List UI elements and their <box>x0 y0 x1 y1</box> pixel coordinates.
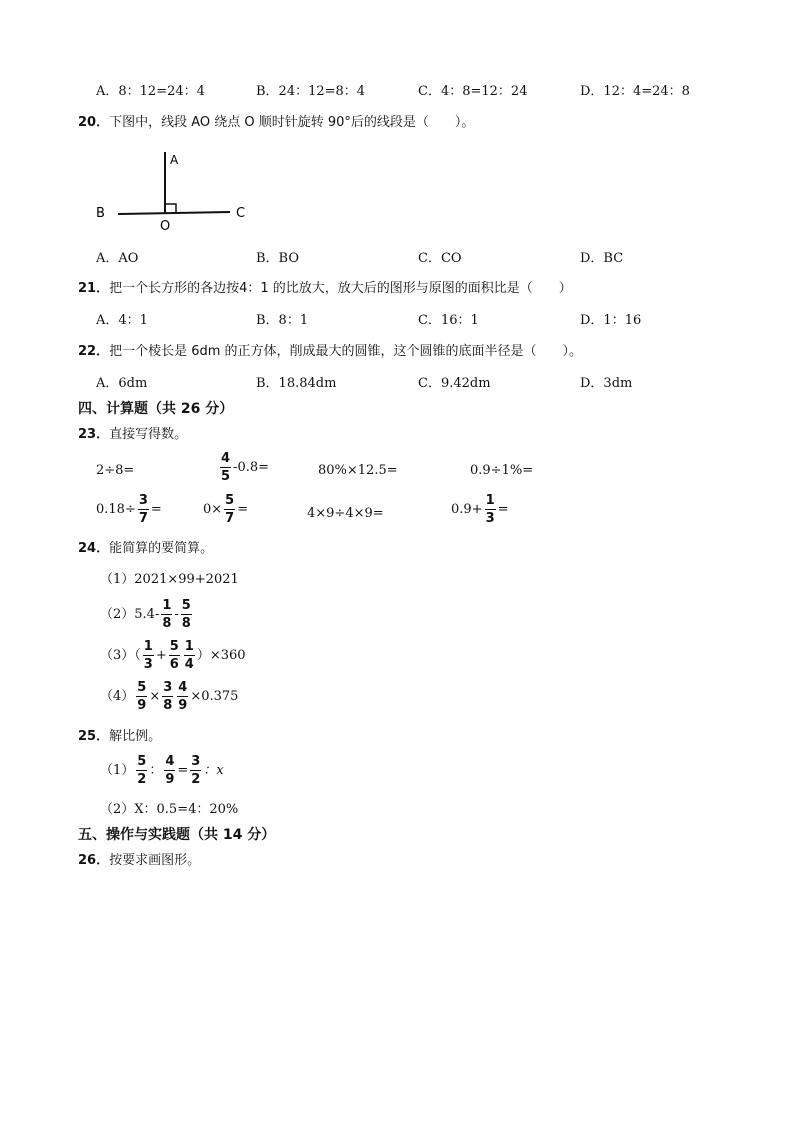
fraction: $\frac{3}{2}$ <box>191 754 201 787</box>
q21-option-a: A．4：1 <box>96 313 148 328</box>
q19-option-d: D．12：4=24：8 <box>580 84 690 99</box>
q22-text: 把一个棱长是 6dm 的正方体，削成最大的圆锥，这个圆锥的底面半径是（ ）。 <box>109 344 583 359</box>
fraction: $\frac{5}{9}$ <box>137 680 147 713</box>
segment-bc <box>118 212 230 214</box>
q24-part-1: （1）2021×99+2021 <box>100 572 239 587</box>
fraction: $\frac{4}{9}$ <box>178 680 188 713</box>
section-5-title: 五、操作与实践题（共 14 分） <box>78 827 276 843</box>
q20-option-d: D．BC <box>580 251 624 266</box>
q23-question <box>78 428 187 441</box>
q23-item-8: 0.9+ $\frac{1}{3}$ = <box>451 493 509 526</box>
q23-item-1: 2÷8= <box>96 463 135 478</box>
section-4-title: 四、计算题（共 26 分） <box>78 401 234 417</box>
q24-part-2: （2）5.4- $\frac{1}{8}$ - $\frac{5}{8}$ <box>100 598 191 631</box>
q24-part-4: （4） $\frac{5}{9}$ × $\frac{3}{8}$ $\frac{4}{9}$ ×0.375 <box>100 680 239 713</box>
q19-option-b: B．24：12=8：4 <box>256 84 366 99</box>
q23-item-3: 80%×12.5= <box>318 463 398 478</box>
fraction: $\frac{1}{8}$ <box>162 598 172 631</box>
fraction: $\frac{5}{7}$ <box>225 493 235 526</box>
label-b: B <box>96 206 105 221</box>
q22-number: 22． <box>78 344 110 359</box>
q23-item-5: 0.18÷ $\frac{3}{7}$ = <box>96 493 162 526</box>
q22-option-a: A．6dm <box>96 376 148 391</box>
q20-option-c: C．CO <box>418 251 462 266</box>
q23-item-7: 4×9÷4×9= <box>307 506 384 521</box>
q23-number: 23． <box>78 427 110 442</box>
fraction: $\frac{1}{4}$ <box>184 639 194 672</box>
q20-option-a: A．AO <box>96 251 139 266</box>
q22-question <box>78 345 582 358</box>
fraction: $\frac{5}{8}$ <box>181 598 191 631</box>
fraction: $\frac{1}{3}$ <box>143 639 153 672</box>
q19-option-c: C．4：8=12：24 <box>418 84 528 99</box>
q21-number: 21． <box>78 281 110 296</box>
q21-text: 把一个长方形的各边按4：1 的比放大，放大后的图形与原图的面积比是（ ） <box>109 281 572 296</box>
q26-number: 26． <box>78 853 110 868</box>
q24-part-3: （3）（ $\frac{1}{3}$ + $\frac{5}{6}$ $\frac{1}{4}$ ）×360 <box>100 639 246 672</box>
q21-option-c: C．16：1 <box>418 313 479 328</box>
label-a: A <box>170 153 179 167</box>
q21-option-b: B．8：1 <box>256 313 309 328</box>
label-o: O <box>160 219 171 234</box>
q25-number: 25． <box>78 729 110 744</box>
q20-text: 下图中，线段 AO 绕点 O 顺时针旋转 90°后的线段是（ ）。 <box>109 115 475 130</box>
q20-option-b: B．BO <box>256 251 300 266</box>
fraction: $\frac{5}{2}$ <box>137 754 147 787</box>
fraction: $\frac{4}{9}$ <box>165 754 175 787</box>
q25-text: 解比例。 <box>109 729 162 744</box>
q23-item-6: 0× $\frac{5}{7}$ = <box>203 493 249 526</box>
fraction: $\frac{3}{7}$ <box>138 493 148 526</box>
q20-number: 20． <box>78 115 110 130</box>
q23-item-4: 0.9÷1%= <box>470 463 534 478</box>
q20-figure <box>90 148 260 236</box>
q20-question <box>78 116 474 129</box>
q25-part-1: （1） $\frac{5}{2}$ ： $\frac{4}{9}$ = $\frac{3}{2}$ ：x <box>100 754 224 787</box>
q26-question <box>78 854 200 867</box>
q26-text: 按要求画图形。 <box>109 853 201 868</box>
q22-option-b: B．18.84dm <box>256 376 337 391</box>
q23-item-2: $\frac{4}{5}$ -0.8= <box>221 451 270 484</box>
q22-option-c: C．9.42dm <box>418 376 491 391</box>
q21-question <box>78 282 572 295</box>
q19-option-a: A．8：12=24：4 <box>96 84 205 99</box>
fraction: $\frac{3}{8}$ <box>163 680 173 713</box>
q24-text: 能简算的要简算。 <box>109 541 214 556</box>
q25-part-2: （2）X：0.5=4：20% <box>100 802 239 817</box>
label-c: C <box>236 206 246 221</box>
q22-option-d: D．3dm <box>580 376 633 391</box>
q21-option-d: D．1：16 <box>580 313 642 328</box>
q23-text: 直接写得数。 <box>109 427 188 442</box>
right-angle-mark <box>165 204 176 213</box>
fraction: $\frac{1}{3}$ <box>485 493 495 526</box>
fraction: $\frac{5}{6}$ <box>169 639 179 672</box>
q25-question <box>78 730 161 743</box>
fraction: $\frac{4}{5}$ <box>221 451 231 484</box>
q24-number: 24． <box>78 541 110 556</box>
q24-question <box>78 542 213 555</box>
